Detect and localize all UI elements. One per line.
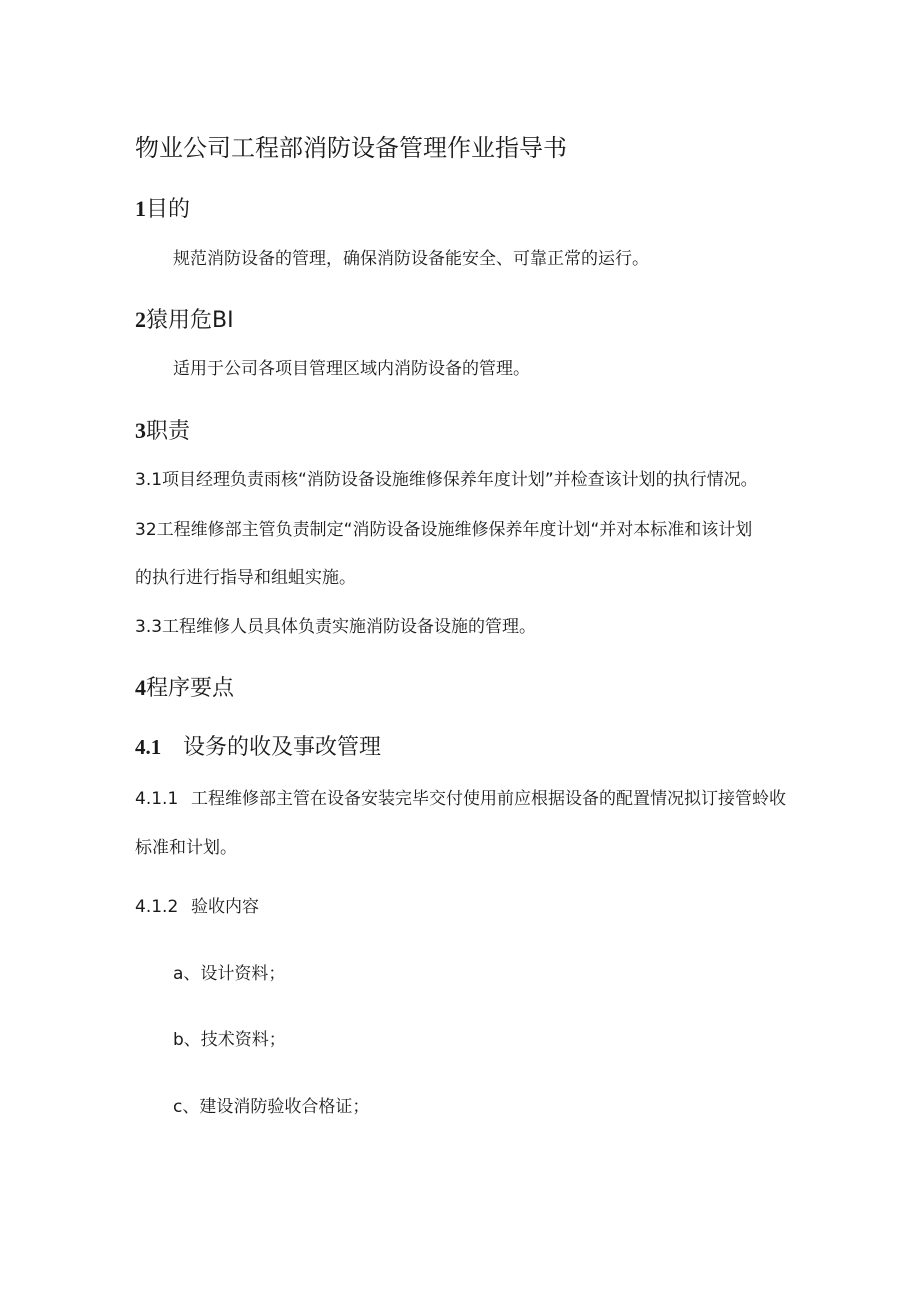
section-label: 职责 — [146, 419, 191, 444]
subsection-number: 4.1 — [135, 735, 162, 759]
responsibility-item: 3.1项目经理负责雨核“消防设备设施维修保养年度计划”并检查该计划的执行情况。 — [135, 470, 758, 490]
section-number: 2 — [135, 307, 146, 332]
section-label: 目的 — [146, 197, 191, 222]
clause-number: 4.1.1 — [135, 789, 179, 809]
clause-4-1-2 — [135, 899, 259, 916]
document-title: 物业公司工程部消防设备管理作业指导书 — [135, 134, 567, 162]
clause-number: 4.1.2 — [135, 897, 179, 917]
clause-4-1-1-continuation: 标准和计划。 — [135, 838, 237, 858]
section-heading-purpose — [135, 198, 190, 221]
responsibility-item-continuation: 的执行进行指导和组蛆实施。 — [135, 568, 356, 588]
section-label: 猿用危BI — [146, 308, 234, 333]
clause-4-1-1 — [135, 791, 786, 808]
purpose-paragraph: 规范消防设备的管理，确保消防设备能安全、可靠正常的运行。 — [173, 249, 649, 269]
section-heading-responsibilities — [135, 420, 190, 443]
section-number: 4 — [135, 675, 146, 700]
section-heading-scope — [135, 309, 234, 332]
subsection-heading — [135, 737, 381, 759]
list-item: a、设计资料； — [173, 964, 286, 984]
responsibility-item: 32工程维修部主管负责制定“消防设备设施维修保养年度计划“并对本标准和该计划 — [135, 520, 753, 540]
section-label: 程序要点 — [146, 676, 235, 701]
clause-text: 工程维修部主管在设备安装完毕交付使用前应根据设备的配置情况拟订接管蛉收 — [191, 789, 786, 809]
section-number: 1 — [135, 196, 146, 221]
list-item: b、技术资料； — [173, 1030, 286, 1050]
responsibility-item: 3.3工程维修人员具体负责实施消防设备设施的管理。 — [135, 617, 537, 637]
subsection-label: 设务的收及事改管理 — [183, 735, 382, 760]
list-item: c、建设消防验收合格证； — [173, 1097, 370, 1117]
clause-text: 验收内容 — [191, 897, 259, 917]
section-heading-procedure — [135, 677, 234, 700]
scope-paragraph: 适用于公司各项目管理区域内消防设备的管理。 — [173, 359, 530, 379]
section-number: 3 — [135, 418, 146, 443]
